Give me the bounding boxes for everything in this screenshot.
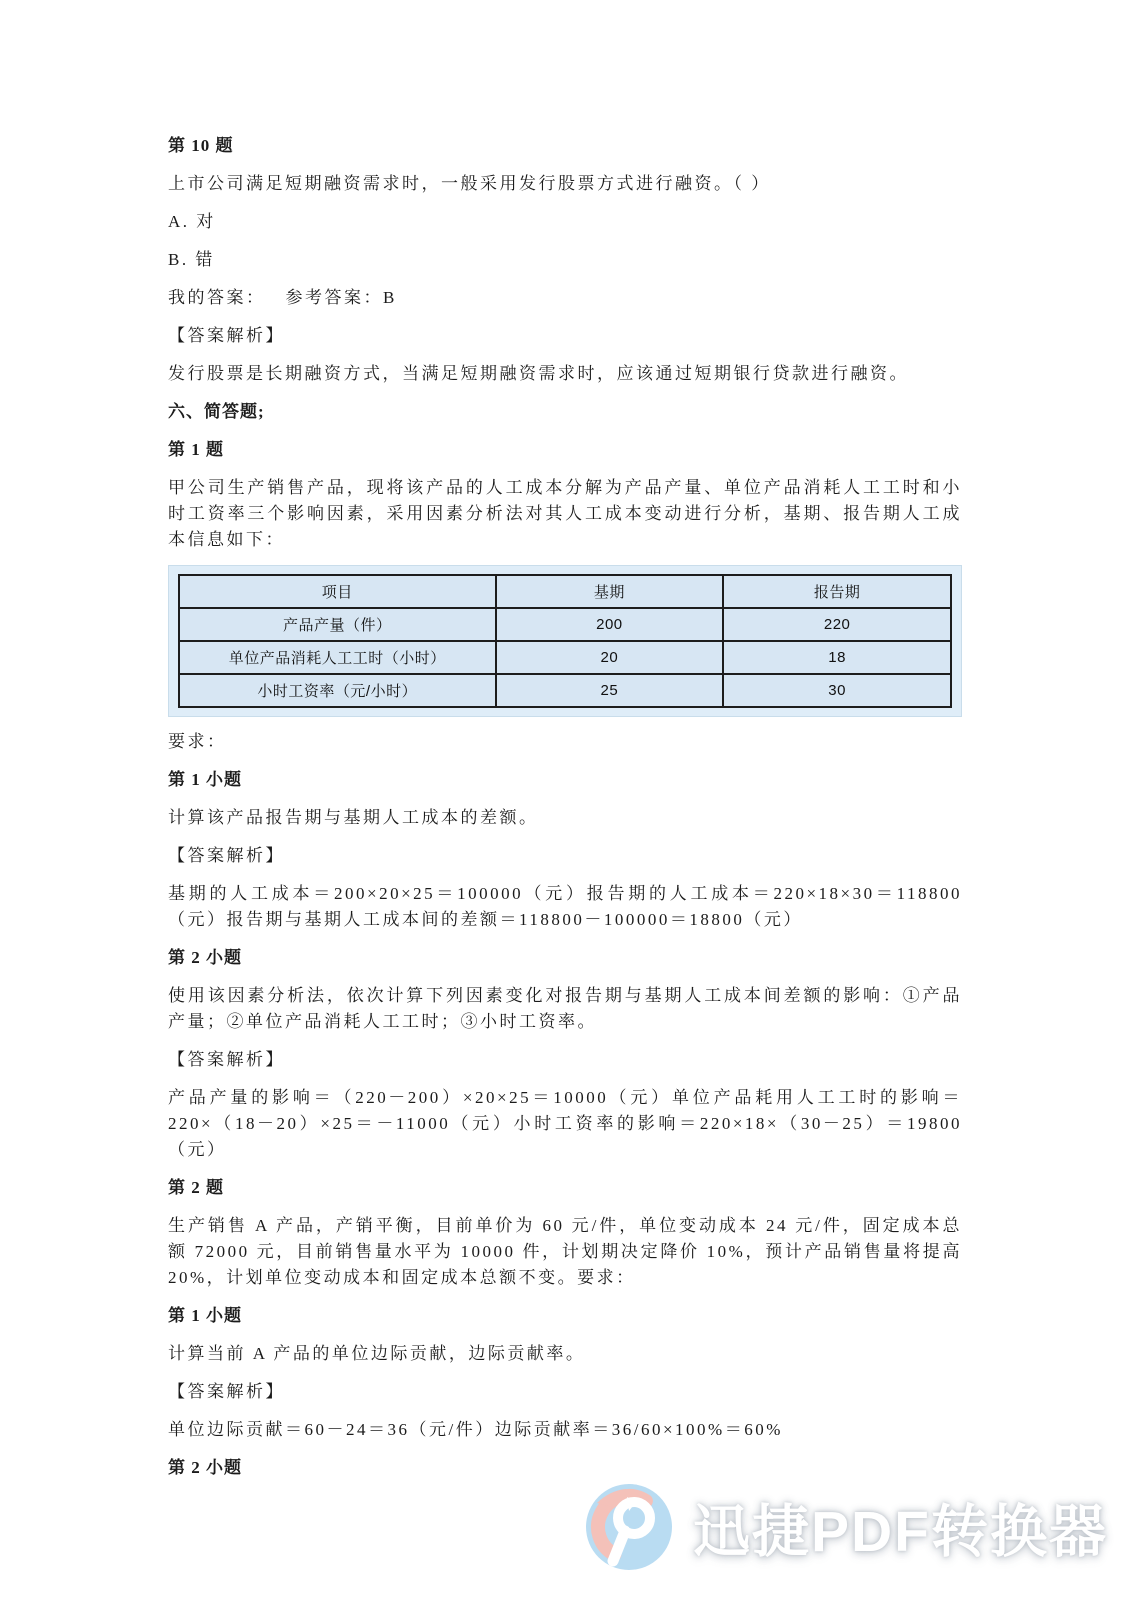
short-q1-part2-analysis-label: 【答案解析】 (168, 1050, 285, 1069)
section-6-title: 六、简答题; (168, 402, 265, 421)
table-cell: 18 (723, 641, 951, 674)
short-q2-part1-question: 计算当前 A 产品的单位边际贡献，边际贡献率。 (168, 1344, 586, 1363)
table-cell: 小时工资率（元/小时） (179, 674, 496, 707)
short-q2-part1-title: 第 1 小题 (168, 1306, 242, 1325)
table-header-report-period: 报告期 (723, 575, 951, 608)
table-row (179, 608, 951, 641)
table-row (179, 641, 951, 674)
table-cell: 30 (723, 674, 951, 707)
table-cell: 220 (723, 608, 951, 641)
table-header-base-period: 基期 (496, 575, 724, 608)
watermark-text: 迅捷PDF转换器 (693, 1500, 1108, 1564)
table-cell: 单位产品消耗人工工时（小时） (179, 641, 496, 674)
short-q2-intro: 生产销售 A 产品，产销平衡，目前单价为 60 元/件，单位变动成本 24 元/件，固定成本总额 72000 元，目前销售量水平为 10000 件，计划期决定降价 10%，预计产品销售量将提高 20%，计划单位变动成本和固定成本总额不变。要求： (168, 1216, 962, 1287)
short-q1-part1-question: 计算该产品报告期与基期人工成本的差额。 (168, 808, 539, 827)
labor-cost-table (178, 574, 952, 708)
short-q2-title: 第 2 题 (168, 1178, 224, 1197)
short-q1-intro: 甲公司生产销售产品，现将该产品的人工成本分解为产品产量、单位产品消耗人工工时和小时工资率三个影响因素，采用因素分析法对其人工成本变动进行分析，基期、报告期人工成本信息如下： (168, 478, 962, 549)
labor-cost-table-container (168, 565, 962, 717)
short-q1-part1-analysis-text: 基期的人工成本＝200×20×25＝100000（元）报告期的人工成本＝220×18×30＝118800（元）报告期与基期人工成本间的差额＝118800－100000＝18800（元） (168, 884, 962, 929)
document-content (168, 0, 962, 1493)
table-cell: 25 (496, 674, 724, 707)
table-cell: 20 (496, 641, 724, 674)
short-q1-part2-title: 第 2 小题 (168, 948, 242, 967)
table-cell: 产品产量（件） (179, 608, 496, 641)
question-10-option-a: A. 对 (168, 212, 216, 231)
table-header-row (179, 575, 951, 608)
short-q1-part1-analysis-label: 【答案解析】 (168, 846, 285, 865)
short-q1-part2-question: 使用该因素分析法，依次计算下列因素变化对报告期与基期人工成本间差额的影响：①产品产量；②单位产品消耗人工工时；③小时工资率。 (168, 986, 962, 1031)
question-10-analysis-label: 【答案解析】 (168, 326, 285, 345)
question-10-analysis-text: 发行股票是长期融资方式，当满足短期融资需求时，应该通过短期银行贷款进行融资。 (168, 364, 909, 383)
short-q2-part2-title: 第 2 小题 (168, 1458, 242, 1477)
question-10-option-b: B. 错 (168, 250, 215, 269)
pdf-converter-logo-icon (583, 1481, 675, 1573)
watermark (583, 1481, 1108, 1573)
short-q2-part1-analysis-text: 单位边际贡献＝60－24＝36（元/件）边际贡献率＝36/60×100%＝60% (168, 1420, 783, 1439)
question-10-title: 第 10 题 (168, 136, 234, 155)
short-q1-part2-analysis-text: 产品产量的影响＝（220－200）×20×25＝10000（元）单位产品耗用人工工时的影响＝220×（18－20）×25＝－11000（元）小时工资率的影响＝220×18×（30－25）＝19800（元） (168, 1088, 962, 1159)
question-10-text: 上市公司满足短期融资需求时，一般采用发行股票方式进行融资。（ ） (168, 174, 771, 193)
table-row (179, 674, 951, 707)
my-answer-label: 我的答案： (168, 288, 266, 307)
short-q1-part1-title: 第 1 小题 (168, 770, 242, 789)
table-cell: 200 (496, 608, 724, 641)
reference-answer: 参考答案：B (285, 288, 397, 307)
question-10-answer-line (168, 285, 962, 311)
short-q2-part1-analysis-label: 【答案解析】 (168, 1382, 285, 1401)
short-q1-requirement: 要求： (168, 732, 227, 751)
short-q1-title: 第 1 题 (168, 440, 224, 459)
table-header-item: 项目 (179, 575, 496, 608)
